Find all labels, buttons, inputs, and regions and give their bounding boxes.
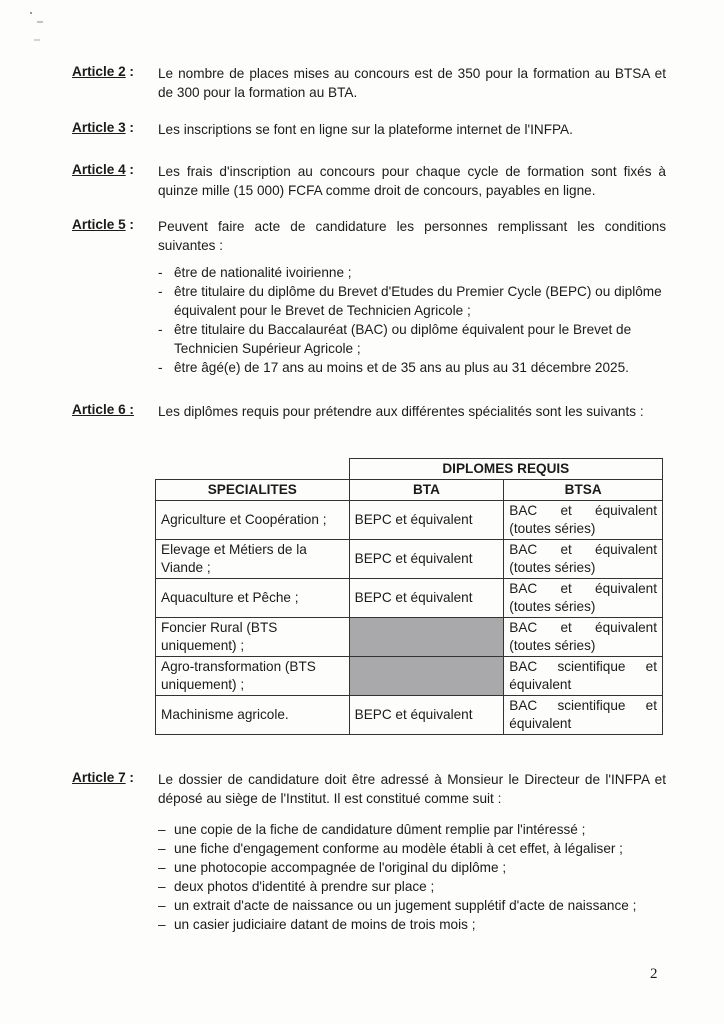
article-7 — [72, 770, 672, 934]
article-6 — [72, 402, 672, 421]
table-row — [156, 540, 663, 579]
group-header: DIPLOMES REQUIS — [349, 459, 662, 480]
bta-cell: BEPC et équivalent — [349, 540, 504, 579]
article-label: Article 2 : — [72, 64, 134, 79]
bta-cell: BEPC et équivalent — [349, 696, 504, 735]
list-item: - être de nationalité ivoirienne ; — [158, 263, 666, 282]
list-item: – une copie de la fiche de candidature dûment remplie par l'intéressé ; — [158, 820, 666, 839]
page-number: 2 — [650, 966, 658, 982]
list-item: - être titulaire du diplôme du Brevet d'Etudes du Premier Cycle (BEPC) ou diplôme équivalent pour le Brevet de Technicien Agricole ; — [158, 282, 666, 320]
btsa-cell: BAC et équivalent (toutes séries) — [504, 501, 663, 540]
list-item: – une fiche d'engagement conforme au modèle établi à cet effet, à légaliser ; — [158, 839, 666, 858]
list-item: – un casier judiciaire datant de moins de trois mois ; — [158, 915, 666, 934]
article-text: Le dossier de candidature doit être adressé à Monsieur le Directeur de l'INFPA et déposé au siège de l'Institut. Il est constitué comme suit : — [158, 772, 666, 806]
bta-cell-shaded — [349, 657, 504, 696]
specialite-cell: Elevage et Métiers de la Viande ; — [156, 540, 350, 579]
col-header-specialites: SPECIALITES — [156, 480, 350, 501]
article-text: Les diplômes requis pour prétendre aux différentes spécialités sont les suivants : — [158, 404, 644, 419]
table-header-row — [156, 459, 663, 480]
article-label: Article 6 : — [72, 402, 134, 417]
table-row — [156, 618, 663, 657]
list-item: - être âgé(e) de 17 ans au moins et de 35 ans au plus au 31 décembre 2025. — [158, 358, 666, 377]
article-label: Article 4 : — [72, 162, 134, 177]
empty-header-cell — [156, 459, 350, 480]
specialite-cell: Foncier Rural (BTS uniquement) ; — [156, 618, 350, 657]
col-header-btsa: BTSA — [504, 480, 663, 501]
col-header-bta: BTA — [349, 480, 504, 501]
article-text: Les frais d'inscription au concours pour chaque cycle de formation sont fixés à quinze mille (15 000) FCFA comme droit de concours, payables en ligne. — [158, 164, 666, 198]
bta-cell: BEPC et équivalent — [349, 579, 504, 618]
list-item: – une photocopie accompagnée de l'original du diplôme ; — [158, 858, 666, 877]
specialite-cell: Machinisme agricole. — [156, 696, 350, 735]
specialite-cell: Agro-transformation (BTS uniquement) ; — [156, 657, 350, 696]
specialite-cell: Agriculture et Coopération ; — [156, 501, 350, 540]
btsa-cell: BAC et équivalent (toutes séries) — [504, 579, 663, 618]
specialite-cell: Aquaculture et Pêche ; — [156, 579, 350, 618]
bta-cell-shaded — [349, 618, 504, 657]
bta-cell: BEPC et équivalent — [349, 501, 504, 540]
conditions-list — [158, 263, 666, 377]
article-text: Le nombre de places mises au concours est de 350 pour la formation au BTSA et de 300 pour la formation au BTA. — [158, 66, 666, 100]
btsa-cell: BAC et équivalent (toutes séries) — [504, 540, 663, 579]
scan-artifact-marks — [28, 10, 48, 46]
article-2 — [72, 64, 672, 102]
article-5 — [72, 217, 672, 377]
article-label: Article 5 : — [72, 217, 134, 232]
article-text: Peuvent faire acte de candidature les personnes remplissant les conditions suivantes : — [158, 219, 666, 253]
dossier-list — [158, 820, 666, 934]
table-row — [156, 696, 663, 735]
article-3 — [72, 120, 672, 139]
article-text: Les inscriptions se font en ligne sur la plateforme internet de l'INFPA. — [158, 122, 573, 137]
article-label: Article 3 : — [72, 120, 134, 135]
btsa-cell: BAC scientifique et équivalent — [504, 696, 663, 735]
table-row — [156, 579, 663, 618]
table-header-row — [156, 480, 663, 501]
btsa-cell: BAC scientifique et équivalent — [504, 657, 663, 696]
article-label: Article 7 : — [72, 770, 134, 785]
list-item: - être titulaire du Baccalauréat (BAC) ou diplôme équivalent pour le Brevet de Technicien Supérieur Agricole ; — [158, 320, 666, 358]
table-row — [156, 657, 663, 696]
list-item: – deux photos d'identité à prendre sur place ; — [158, 877, 666, 896]
table-row — [156, 501, 663, 540]
list-item: – un extrait d'acte de naissance ou un jugement supplétif d'acte de naissance ; — [158, 896, 666, 915]
diplomas-table — [155, 458, 663, 735]
article-4 — [72, 162, 672, 200]
btsa-cell: BAC et équivalent (toutes séries) — [504, 618, 663, 657]
